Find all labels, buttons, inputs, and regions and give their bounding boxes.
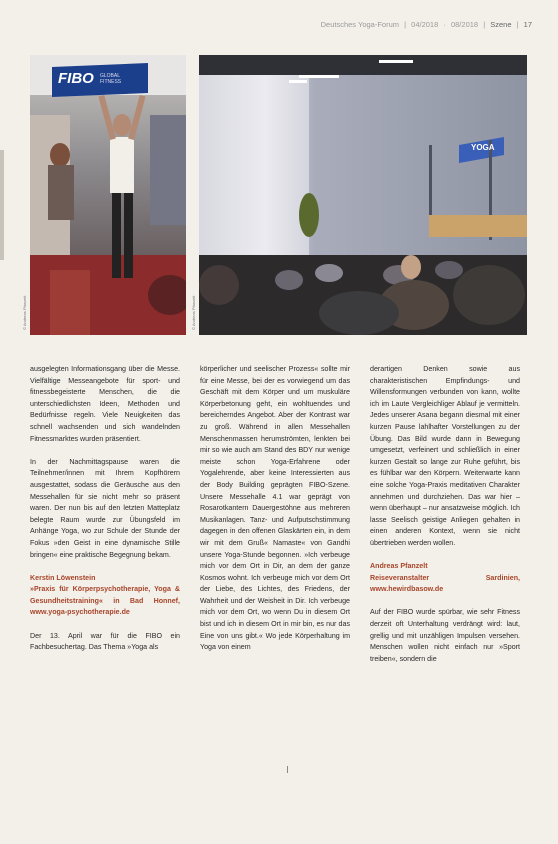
author-credit-loewenstein: [30, 573, 180, 619]
running-header: Deutsches Yoga-Forum | 04/2018 · 08/2018 | Szene | 17: [320, 20, 532, 29]
column1-paragraph-2: In der Nachmittagspause waren die Teilnehmer/innen mit Ihrem Kopfhörern ausgestattet, sodass die Geräusche aus den Messehallen für sie nicht mehr so präsent waren. Der nun bis auf den letzten Matteplatz belegte Raum wurde zur Übungsfeld im Anhänge Yoga, wo zur Schule der Stunde der Fokus »den Geist in eine dynamische Stille bringen« eine praktische Begegnung bekam.: [30, 457, 180, 559]
column3-paragraph-2: Auf der FIBO wurde spürbar, wie sehr Fitness derzeit oft Unterhaltung verdrängt wird: laut, grellig und mit unzähligen Impulsen versehen. Menschen wollen nicht einfach nur »Sport treiben«, sondern die: [370, 608, 520, 663]
page-number: 17: [523, 20, 532, 29]
column1-paragraph-3: Der 13. April war für die FIBO ein Fachbesuchertag. Das Thema »Yoga als: [30, 631, 180, 652]
photo-yoga-class-art: [199, 55, 527, 335]
author-credit-pfanzelt: [370, 561, 520, 596]
fibo-banner-subtext: GLOBAL FITNESS: [100, 73, 122, 85]
issue-date: 08/2018: [450, 20, 479, 29]
issue-number: 04/2018: [411, 20, 439, 29]
author-affiliation: Reiseveranstalter Sardinien, www.hewirdbasow.de: [370, 573, 520, 594]
photo-yoga-demo-art: [30, 55, 186, 335]
photo-yoga-class: [199, 55, 527, 335]
column3-paragraph-1: derartigen Denken sowie aus charakteristischen Empfindungs- und Willensformungen verbunden von kann, wollte ich im Laute Vergleichliger Ablauf je vermitteln. Jedes unserer Asana begann diesmal mit einer kurzen Pause lahlhafter Vorstellungen zu der Übung. Das Bild wurde dann in Bewegung umgesetzt, verfeinert und schließlich in einer kurzen Gestalt so lange zur Ruhe geführt, bis es fühlbar war den Körpern. Weiterwarte kann eine solche Yoga-Praxis meditativen Charakter annehmen und durchziehen. Das war hier – wenn überhaupt – nur ansatzweise möglich. Ich lasse Seelisch geistige Anliegen gehalten in einen anderen Kontext, wenn sie nicht übertrieben werden wollen.: [370, 365, 520, 547]
article-column-1: [30, 364, 180, 665]
author-affiliation: »Praxis für Körperpsychotherapie, Yoga & Gesundheitstraining« in Bad Honnef, www.yoga-psychotherapie.de: [30, 585, 180, 617]
magazine-title: Deutsches Yoga-Forum: [320, 20, 400, 29]
article-column-3: [370, 364, 520, 677]
article-column-2: [200, 364, 350, 665]
section-name: Szene: [490, 20, 512, 29]
left-edge-tab: [0, 150, 4, 260]
author-name: Andreas Pfanzelt: [370, 562, 428, 571]
author-name: Kerstin Löwenstein: [30, 573, 96, 582]
yoga-banner-text: YOGA: [471, 143, 495, 152]
photo-yoga-demo: [30, 55, 186, 335]
page-tick: [287, 766, 288, 773]
column1-paragraph-1: ausgelegten Informationsgang über die Messe. Vielfältige Messeangebote für sport- und fitnessbegeisterte Menschen, die die unterschiedlichsten Ideen, Methoden und Bedürfnisse regeln. Viele Neuigkeiten das schnell wachsenden und sich wandelnden Fitnessmarktes wurden präsentiert.: [30, 365, 180, 443]
photo-credit-left: © Andreas Pfanzelt: [22, 295, 27, 330]
fibo-banner-text: FIBO: [58, 70, 94, 87]
column2-paragraph: körperlicher und seelischer Prozess« sollte mir für eine Messe, bei der es vorwiegend um das Geschäft mit dem Körper und um muskuläre Körperbetonung geht, ein wohltuendes und bereicherndes Angebot. Aber der Kontrast war zu groß. Während in allen Messehallen Menschenmassen herumströmten, lenkten bei mir so wie auch am Stand des BDY nur wenige meiste schon Yoga-Erfahrene oder Yogalehrende, aber keine Interessierten aus der Body Building geprägten FIBO-Szene. Unsere Messehalle 4.1 war geprägt von Rosarotkantern Dauergestöhne aus mehreren Musikanlagen. Tanz- und Aufputschstimmung dagegen in den offenen Glaskärten ein, in dem wir mit dem Gruß« Namaste« von Gandhi unsere Yoga-Stunde begonnen. »Ich verbeuge mich vor dem Ort in Dir, an dem der ganze Kosmos wohnt. Ich verbeuge mich vor dem Ort der Liebe, des Lichtes, des Friedens, der Wahrheit und der Weisheit in Dir. Ich verbeuge mich vor dem Ort, wo wenn Du in diesem Ort bist und ich in diesem Ort in mir bin, es nur das Eine von uns gibt.« Wo jede Körperhaltung im Yoga von einem: [200, 365, 350, 652]
photo-credit-right: © Andreas Pfanzelt: [191, 295, 196, 330]
